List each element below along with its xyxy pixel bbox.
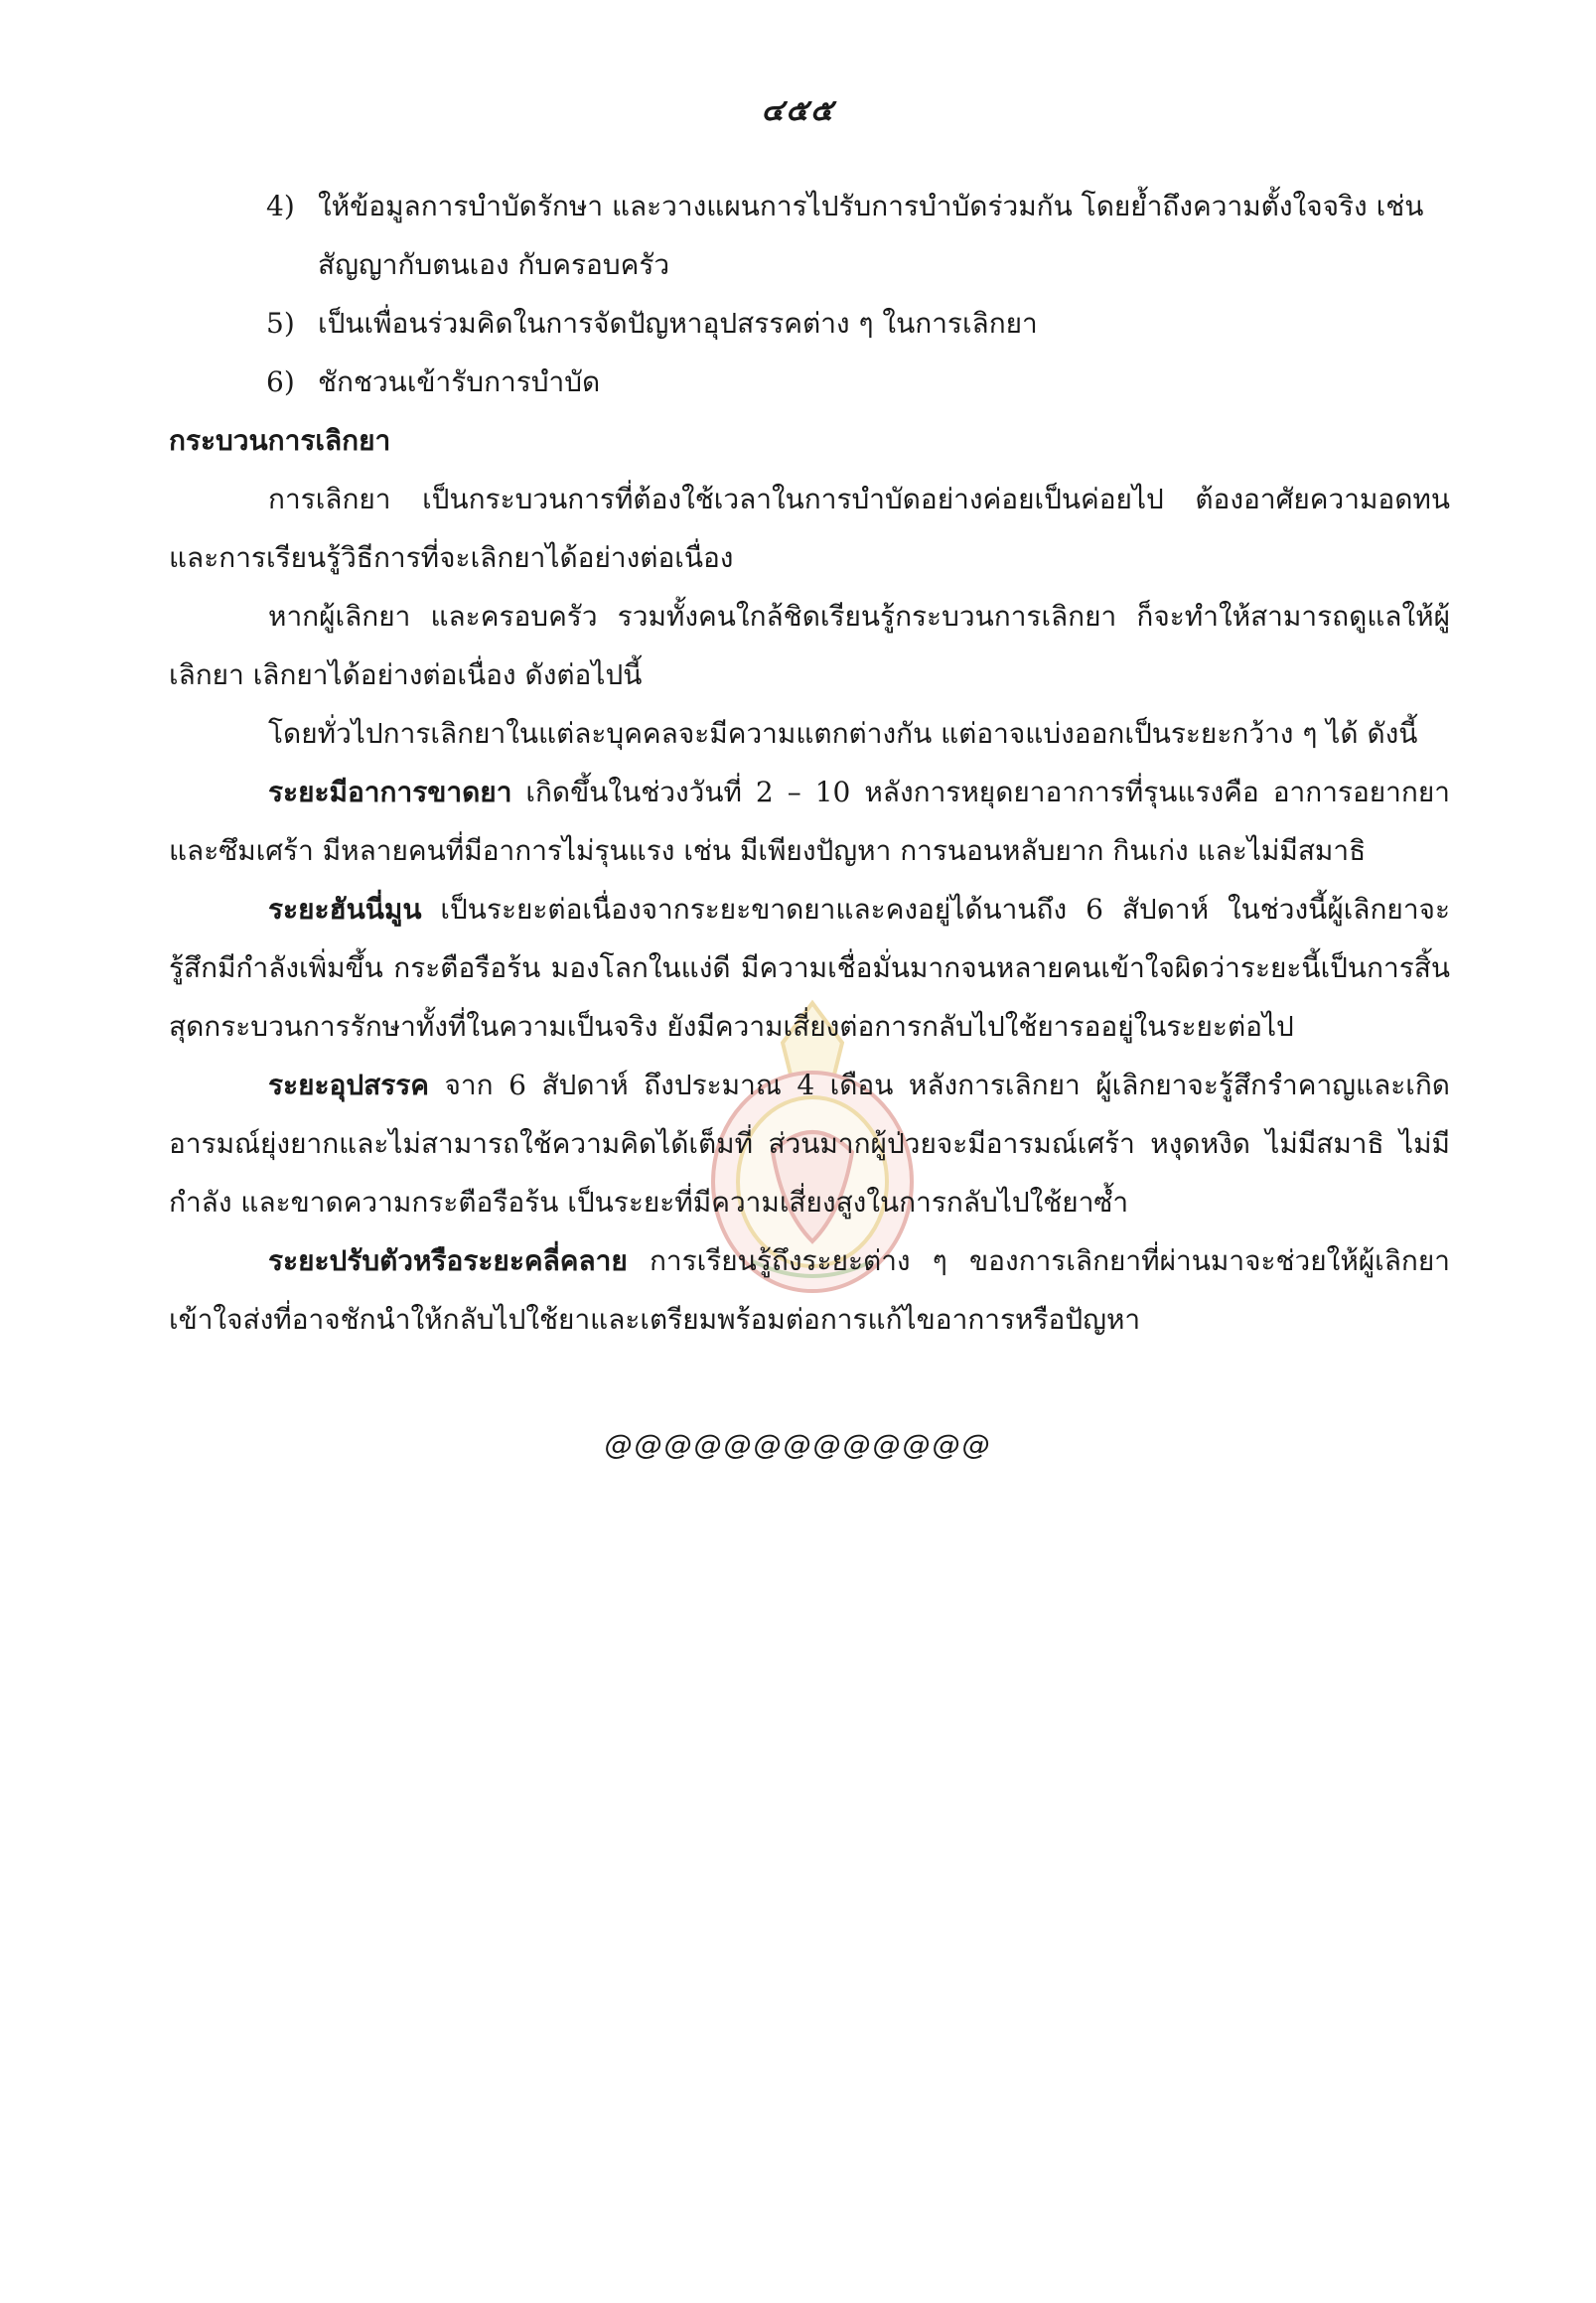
list-number: 6) [266, 365, 295, 398]
stage-term: ระยะปรับตัวหรือระยะคลี่คลาย [268, 1244, 628, 1277]
stage-paragraph [169, 1056, 1450, 1231]
stage-term: ระยะฮันนี่มูน [268, 893, 422, 926]
stage-paragraph [169, 1231, 1450, 1349]
stage-term: ระยะอุปสรรค [268, 1069, 430, 1101]
stage-text: การเรียนรู้ถึงระยะต่าง ๆ ของการเลิกยาที่ผ่านมาจะช่วยให้ผู้เลิกยาเข้าใจส่งที่อาจชักนำให้กลับไปใช้ยาและเตรียมพร้อมต่อการแก้ไขอาการหรือปัญหา [169, 1244, 1450, 1336]
stage-text: เกิดขึ้นในช่วงวันที่ 2 – 10 หลังการหยุดยาอาการที่รุนแรงคือ อาการอยากยาและซึมเศร้า มีหลายคนที่มีอาการไม่รุนแรง เช่น มีเพียงปัญหา การนอนหลับยาก กินเก่ง และไม่มีสมาธิ [169, 776, 1450, 867]
paragraph: โดยทั่วไปการเลิกยาในแต่ละบุคคลจะมีความแตกต่างกัน แต่อาจแบ่งออกเป็นระยะกว้าง ๆ ได้ ดังนี้ [268, 717, 1418, 750]
stage-paragraph [169, 880, 1450, 1056]
paragraph: การเลิกยา เป็นกระบวนการที่ต้องใช้เวลาในการบำบัดอย่างค่อยเป็นค่อยไป ต้องอาศัยความอดทน และการเรียนรู้วิธีการที่จะเลิกยาได้อย่างต่อเนื่อง [169, 483, 1450, 574]
list-text: เป็นเพื่อนร่วมคิดในการจัดปัญหาอุปสรรคต่าง ๆ ในการเลิกยา [318, 307, 1038, 340]
paragraph: หากผู้เลิกยา และครอบครัว รวมทั้งคนใกล้ชิดเรียนรู้กระบวนการเลิกยา ก็จะทำให้สามารถดูแลให้ผู้เลิกยา เลิกยาได้อย่างต่อเนื่อง ดังต่อไปนี้ [169, 600, 1450, 691]
page-number: ๔๕๕ [761, 93, 835, 128]
stage-term: ระยะมีอาการขาดยา [268, 776, 512, 808]
stage-text: จาก 6 สัปดาห์ ถึงประมาณ 4 เดือน หลังการเลิกยา ผู้เลิกยาจะรู้สึกรำคาญและเกิดอารมณ์ยุ่งยากและไม่สามารถใช้ความคิดได้เต็มที่ ส่วนมากผู้ป่วยจะมีอารมณ์เศร้า หงุดหงิด ไม่มีสมาธิ ไม่มีกำลัง และขาดความกระตือรือร้น เป็นระยะที่มีความเสี่ยงสูงในการกลับไปใช้ยาซ้ำ [169, 1069, 1450, 1219]
list-text: ให้ข้อมูลการบำบัดรักษา และวางแผนการไปรับการบำบัดร่วมกัน โดยย้ำถึงความตั้งใจจริง เช่น สัญญากับตนเอง กับครอบครัว [318, 190, 1424, 281]
list-item [169, 294, 1450, 353]
list-text: ชักชวนเข้ารับการบำบัด [318, 365, 601, 398]
stage-paragraph [169, 763, 1450, 880]
section-heading: กระบวนการเลิกยา [169, 424, 391, 457]
stage-text: เป็นระยะต่อเนื่องจากระยะขาดยาและคงอยู่ได้นานถึง 6 สัปดาห์ ในช่วงนี้ผู้เลิกยาจะรู้สึกมีกำลังเพิ่มขึ้น กระตือรือร้น มองโลกในแง่ดี มีความเชื่อมั่นมากจนหลายคนเข้าใจผิดว่าระยะนี้เป็นการสิ้นสุดกระบวนการรักษาทั้งที่ในความเป็นจริง ยังมีความเสี่ยงต่อการกลับไปใช้ยารออยู่ในระยะต่อไป [169, 893, 1450, 1043]
list-number: 5) [266, 307, 295, 340]
end-marker: @@@@@@@@@@@@@ [604, 1428, 992, 1461]
list-item [169, 177, 1450, 294]
list-number: 4) [266, 190, 295, 222]
document-body [169, 177, 1450, 1349]
list-item [169, 353, 1450, 411]
